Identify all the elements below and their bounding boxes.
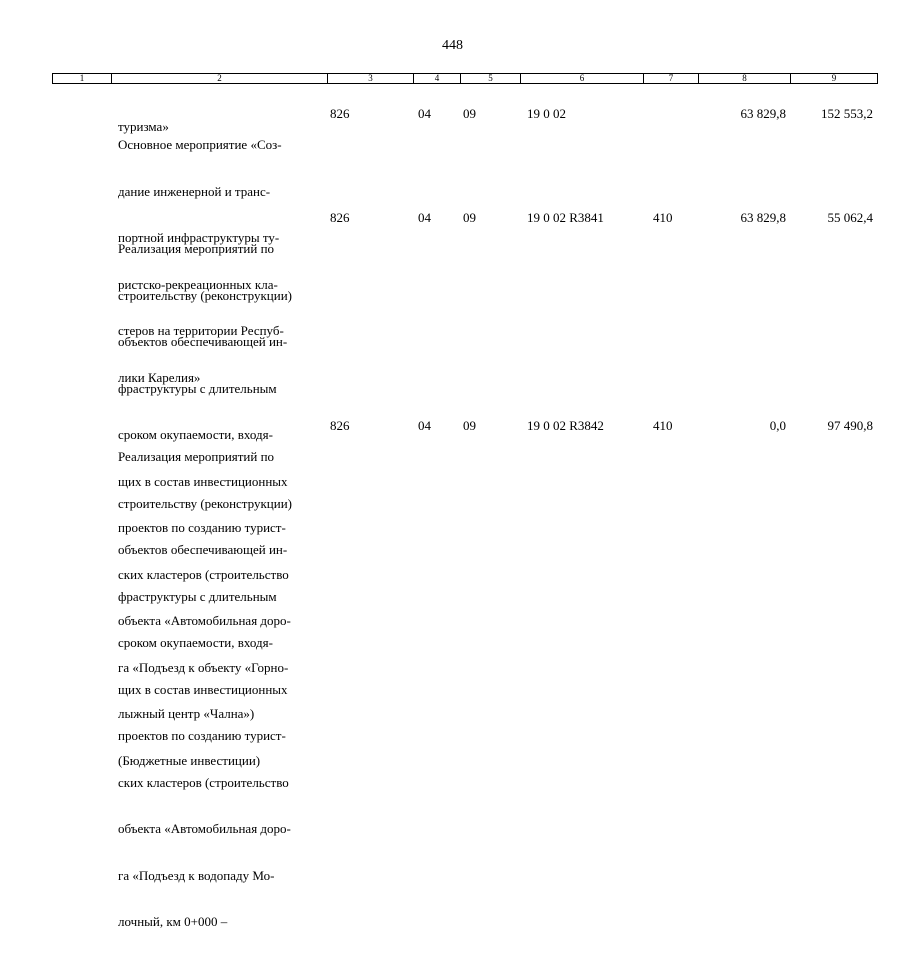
section-code: 04 [418,210,431,225]
header-cell-2: 2 [112,74,328,83]
header-cell-3: 3 [328,74,414,83]
amount-column-9: 97 490,8 [827,418,873,433]
target-article-code: 19 0 02 R3842 [527,418,604,433]
description-line: объектов обеспечивающей ин- [118,542,288,557]
description-line: ристско-рекреационных кла- [118,276,278,292]
description-line: га «Подъезд к водопаду Мо- [118,867,275,883]
description-line: фраструктуры с длительным [118,588,277,604]
description-line: туризма» [118,119,169,134]
description-line: лики Карелия» [118,369,201,385]
row-description [118,418,332,961]
description-line: щих в состав инвестиционных [118,681,288,697]
description-line: лочный, км 0+000 – [118,914,228,929]
ministry-code: 826 [330,106,350,121]
header-cell-6: 6 [521,74,644,83]
description-line: Основное мероприятие «Соз- [118,137,282,152]
header-cell-7: 7 [644,74,699,83]
description-line: строительству (реконструкции) [118,287,292,303]
subsection-code: 09 [463,210,476,225]
target-article-code: 19 0 02 R3841 [527,210,604,225]
description-line: объекта «Автомобильная доро- [118,821,291,836]
description-line: объекта «Автомобильная доро- [118,613,291,628]
header-cell-8: 8 [699,74,791,83]
subsection-code: 09 [463,106,476,121]
subsection-code: 09 [463,418,476,433]
amount-column-8: 63 829,8 [740,106,786,121]
header-cell-9: 9 [831,73,837,83]
description-line: проектов по созданию турист- [118,520,286,535]
header-cell-1: 1 [53,74,112,83]
description-line: проектов по созданию турист- [118,728,286,743]
amount-column-9: 152 553,2 [821,106,873,121]
description-line: дание инженерной и транс- [118,183,271,199]
description-line: сроком окупаемости, входя- [118,427,273,442]
expense-type-code: 410 [653,418,673,433]
description-line: ских кластеров (строительство [118,774,289,790]
ministry-code: 826 [330,418,350,433]
description-line: строительству (реконструкции) [118,495,292,511]
description-line: (Бюджетные инвестиции) [118,752,261,768]
description-line: фраструктуры с длительным [118,380,277,396]
ministry-code: 826 [330,210,350,225]
description-line: га «Подъезд к объекту «Горно- [118,659,289,675]
description-line: портной инфраструктуры ту- [118,230,280,245]
amount-column-8: 63 829,8 [740,210,786,225]
description-line: Реализация мероприятий по [118,449,275,464]
amount-column-8: 0,0 [769,418,786,433]
section-code: 04 [418,106,431,121]
page-number: 448 [442,38,463,53]
description-line: ских кластеров (строительство [118,566,289,582]
description-line: щих в состав инвестиционных [118,473,288,489]
description-line: сроком окупаемости, входя- [118,635,273,650]
header-cell-4: 4 [414,74,461,83]
section-code: 04 [418,418,431,433]
table-header [52,73,878,84]
target-article-code: 19 0 02 [527,106,566,121]
description-line: стеров на территории Респуб- [118,323,284,338]
description-line: Реализация мероприятий по [118,241,275,256]
description-line: лыжный центр «Чална») [118,706,255,721]
amount-column-9: 55 062,4 [827,210,873,225]
expense-type-code: 410 [653,210,673,225]
description-line: объектов обеспечивающей ин- [118,334,288,349]
header-cell-5: 5 [461,74,521,83]
